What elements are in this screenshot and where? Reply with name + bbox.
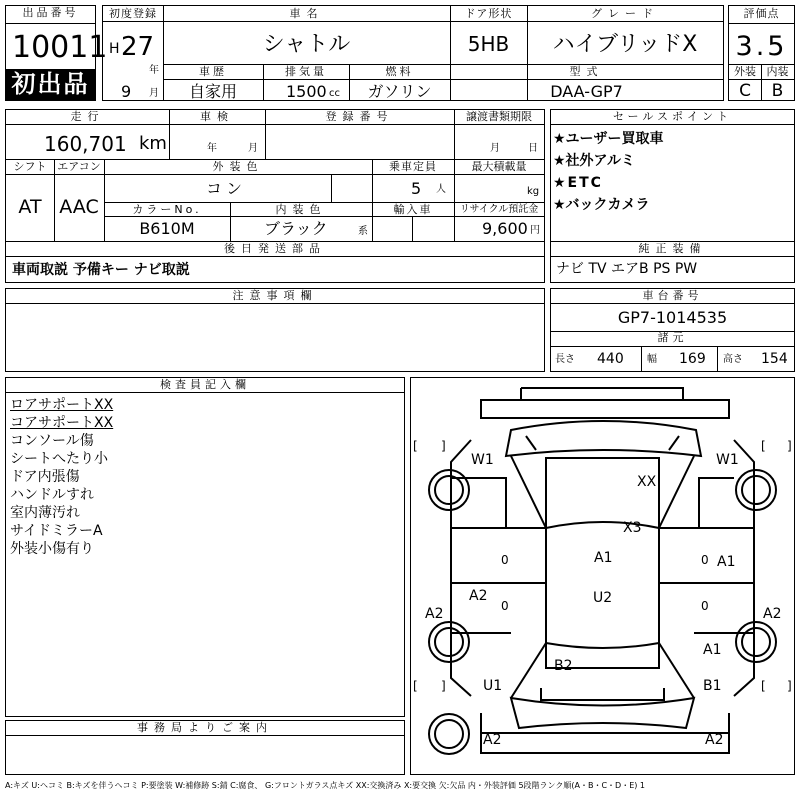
svg-text:[: [ bbox=[413, 679, 418, 693]
color-no: B610M bbox=[139, 219, 195, 238]
lot-number-label: 出品番号 bbox=[22, 6, 79, 19]
capacity-label: 乗車定員 bbox=[389, 160, 437, 173]
svg-text:]: ] bbox=[787, 679, 792, 693]
color-no-label: カラーNo. bbox=[132, 203, 202, 216]
shift-label: シフト bbox=[13, 160, 47, 173]
year-unit: 年 bbox=[149, 65, 159, 76]
inspector-comment: コンソール傷 bbox=[10, 433, 94, 449]
svg-text:0: 0 bbox=[501, 553, 509, 567]
displacement: 1500 bbox=[286, 82, 327, 101]
mileage-label: 走行 bbox=[70, 110, 105, 123]
score-label: 評価点 bbox=[743, 7, 780, 20]
month-unit: 月 bbox=[149, 88, 159, 99]
score: 3.5 bbox=[735, 31, 788, 62]
grade: ハイブリッドX bbox=[552, 32, 698, 57]
damage-mark: B1 bbox=[703, 678, 722, 694]
svg-text:]: ] bbox=[441, 439, 446, 453]
mileage: 160,701 bbox=[44, 132, 127, 156]
office-label: 事務局よりご案内 bbox=[137, 721, 273, 734]
inspector-comment: ロアサポートXX bbox=[10, 397, 114, 413]
fuel: ガソリン bbox=[367, 82, 432, 101]
notes-box bbox=[5, 288, 545, 372]
exterior-grade: C bbox=[739, 81, 751, 101]
interior-label: 内装 bbox=[766, 65, 789, 78]
inspector-comment: 室内薄汚れ bbox=[10, 505, 80, 521]
first-listing-badge bbox=[6, 69, 95, 100]
notes-label: 注意事項欄 bbox=[232, 289, 318, 302]
damage-mark: A2 bbox=[483, 732, 502, 748]
inspector-comment: ドア内張傷 bbox=[10, 469, 80, 485]
shift: AT bbox=[18, 196, 42, 218]
equipment-label: 純正装備 bbox=[638, 242, 707, 255]
dims-label: 諸元 bbox=[657, 331, 688, 344]
svg-text:0: 0 bbox=[701, 599, 709, 613]
recycle: 9,600 bbox=[482, 219, 528, 238]
width: 169 bbox=[679, 351, 706, 367]
height: 154 bbox=[761, 351, 788, 367]
history: 自家用 bbox=[188, 82, 237, 101]
svg-text:0: 0 bbox=[501, 599, 509, 613]
damage-mark: XX bbox=[637, 474, 657, 490]
header-table bbox=[102, 5, 724, 101]
recycle-unit: 円 bbox=[530, 225, 540, 236]
inspector-box bbox=[5, 377, 405, 717]
first-reg-year: 27 bbox=[121, 32, 155, 62]
lot-number: 10011 bbox=[12, 30, 108, 65]
svg-text:]: ] bbox=[441, 679, 446, 693]
inspector-label: 検査員記入欄 bbox=[160, 378, 250, 391]
ac: AAC bbox=[59, 196, 99, 218]
sales-point: ★社外アルミ bbox=[553, 153, 635, 169]
width-label: 幅 bbox=[647, 354, 657, 365]
door-type: 5HB bbox=[467, 32, 510, 56]
sales-point: ★ETC bbox=[553, 175, 603, 191]
damage-mark: A2 bbox=[705, 732, 724, 748]
import-label: 輸入車 bbox=[393, 203, 433, 216]
exterior-label: 外装 bbox=[734, 65, 756, 78]
damage-mark: U2 bbox=[593, 590, 613, 606]
chassis-number: GP7-1014535 bbox=[617, 308, 728, 327]
svg-text:0: 0 bbox=[701, 553, 709, 567]
car-name-label: 車名 bbox=[289, 7, 324, 20]
damage-mark: W1 bbox=[471, 452, 494, 468]
svg-text:[: [ bbox=[413, 439, 418, 453]
model-code: DAA-GP7 bbox=[550, 82, 623, 101]
damage-mark: A2 bbox=[469, 588, 488, 604]
car-diagram bbox=[411, 378, 794, 774]
interior-color-label: 内装色 bbox=[275, 203, 327, 216]
color: コン bbox=[206, 179, 247, 198]
legend: A:キズ U:ヘコミ B:キズを伴うヘコミ P:要塗装 W:補修跡 S:錆 C:腐食、 G:フロントガラス点キズ XX:交換済み X:要交換 欠:欠品 内・外装評価 5段階ランク順(A・B・C・D・E) 1 bbox=[5, 781, 646, 790]
height-label: 高さ bbox=[723, 354, 743, 365]
displacement-label: 排気量 bbox=[285, 65, 327, 78]
office-box bbox=[5, 720, 405, 775]
interior-color: ブラック bbox=[264, 219, 328, 238]
grade-label: グレード bbox=[591, 7, 659, 20]
damage-mark: U1 bbox=[483, 678, 503, 694]
sales-point: ★バックカメラ bbox=[553, 197, 650, 213]
history-label: 車歴 bbox=[199, 65, 227, 78]
damage-diagram-box bbox=[410, 377, 795, 775]
length-label: 長さ bbox=[555, 354, 575, 365]
door-label: ドア形状 bbox=[464, 7, 513, 20]
svg-text:[: [ bbox=[761, 679, 766, 693]
later-parts-box bbox=[5, 256, 545, 283]
chassis-box bbox=[550, 288, 795, 372]
chassis-label: 車台番号 bbox=[642, 289, 703, 302]
recycle-label: リサイクル預託金 bbox=[459, 204, 539, 215]
car-name: シャトル bbox=[262, 32, 351, 57]
color-label: 外装色 bbox=[212, 160, 264, 173]
damage-mark: B2 bbox=[554, 658, 573, 674]
first-listing-text: 初出品 bbox=[11, 70, 90, 98]
sales-points-box bbox=[550, 109, 795, 242]
capacity: 5 bbox=[411, 179, 422, 198]
ac-label: エアコン bbox=[57, 160, 101, 173]
inspection-year-unit: 年 bbox=[207, 143, 217, 154]
sales-points-label: セールスポイント bbox=[612, 110, 732, 123]
damage-mark: A1 bbox=[594, 550, 613, 566]
first-reg-label: 初度登録 bbox=[109, 7, 157, 20]
load-label: 最大積載量 bbox=[471, 160, 527, 173]
damage-mark: A1 bbox=[717, 554, 736, 570]
later-parts-label: 後日発送部品 bbox=[224, 242, 326, 255]
inspector-comment: ハンドルすれ bbox=[10, 487, 94, 503]
interior-color-suffix: 系 bbox=[358, 226, 368, 237]
era: H bbox=[109, 41, 120, 57]
length: 440 bbox=[597, 351, 624, 367]
svg-text:[: [ bbox=[761, 439, 766, 453]
displacement-unit: cc bbox=[329, 88, 340, 99]
interior-grade: B bbox=[771, 81, 784, 101]
fuel-label: 燃料 bbox=[385, 65, 414, 78]
vehicle-info-table bbox=[5, 109, 545, 257]
transfer-day-unit: 日 bbox=[528, 143, 538, 154]
damage-mark: W1 bbox=[716, 452, 739, 468]
sales-point: ★ユーザー買取車 bbox=[553, 131, 664, 147]
plate-label: 登録番号 bbox=[325, 110, 394, 123]
inspection-label: 車検 bbox=[200, 110, 234, 123]
inspector-comment: サイドミラーA bbox=[10, 523, 103, 539]
inspector-comment: コアサポートXX bbox=[10, 415, 114, 431]
later-parts: 車両取説 予備キー ナビ取説 bbox=[12, 262, 190, 278]
damage-mark: A1 bbox=[703, 642, 722, 658]
score-box bbox=[728, 5, 795, 101]
damage-mark: X3 bbox=[623, 520, 642, 536]
lot-number-box bbox=[5, 5, 108, 101]
transfer-label: 譲渡書類期限 bbox=[466, 110, 532, 123]
transfer-month-unit: 月 bbox=[490, 143, 500, 154]
equipment: ナビ TV エアB PS PW bbox=[556, 261, 698, 277]
inspection-month-unit: 月 bbox=[248, 143, 258, 154]
damage-mark: A2 bbox=[425, 606, 444, 622]
equipment-box bbox=[550, 241, 795, 283]
capacity-unit: 人 bbox=[436, 184, 446, 195]
mileage-unit: km bbox=[139, 133, 167, 154]
damage-mark: A2 bbox=[763, 606, 782, 622]
inspector-comment: シートへたり小 bbox=[10, 451, 108, 467]
svg-text:]: ] bbox=[787, 439, 792, 453]
model-code-label: 型式 bbox=[569, 65, 604, 78]
inspector-comment: 外装小傷有り bbox=[10, 541, 94, 557]
load-unit: kg bbox=[527, 186, 540, 197]
first-reg-month: 9 bbox=[121, 82, 132, 101]
